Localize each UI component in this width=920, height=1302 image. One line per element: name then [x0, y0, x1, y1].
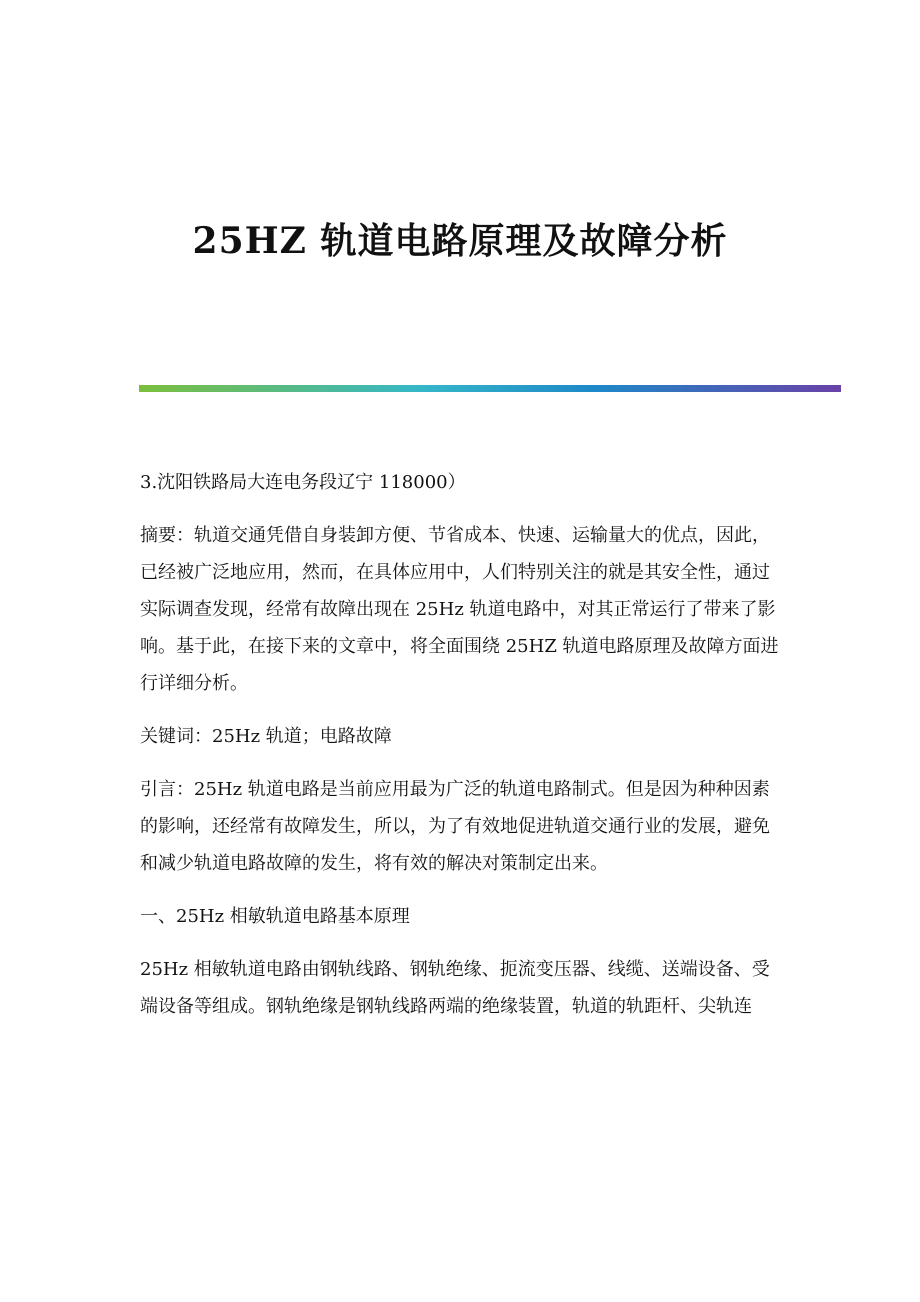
document-title: 25HZ 轨道电路原理及故障分析	[192, 220, 728, 262]
section-heading: 一、25Hz 相敏轨道电路基本原理	[140, 906, 410, 927]
keywords-paragraph: 关键词：25Hz 轨道；电路故障	[140, 726, 392, 747]
document-body	[140, 464, 780, 1025]
author-affiliation: 3.沈阳铁路局大连电务段辽宁 118000）	[140, 472, 466, 493]
title-divider	[139, 385, 841, 392]
abstract-paragraph: 摘要：轨道交通凭借自身装卸方便、节省成本、快速、运输量大的优点，因此，已经被广泛地应用，然而，在具体应用中，人们特别关注的就是其安全性，通过实际调查发现，经常有故障出现在 25Hz 轨道电路中，对其正常运行了带来了影响。基于此，在接下来的文章中，将全面围绕 25HZ 轨道电路原理及故障方面进行详细分析。	[140, 525, 779, 694]
body-paragraph: 25Hz 相敏轨道电路由钢轨线路、钢轨绝缘、扼流变压器、线缆、送端设备、受端设备等组成。钢轨绝缘是钢轨线路两端的绝缘装置，轨道的轨距杆、尖轨连	[140, 959, 770, 1017]
introduction-paragraph: 引言：25Hz 轨道电路是当前应用最为广泛的轨道电路制式。但是因为种种因素的影响，还经常有故障发生，所以，为了有效地促进轨道交通行业的发展，避免和减少轨道电路故障的发生，将有效的解决对策制定出来。	[140, 779, 770, 874]
